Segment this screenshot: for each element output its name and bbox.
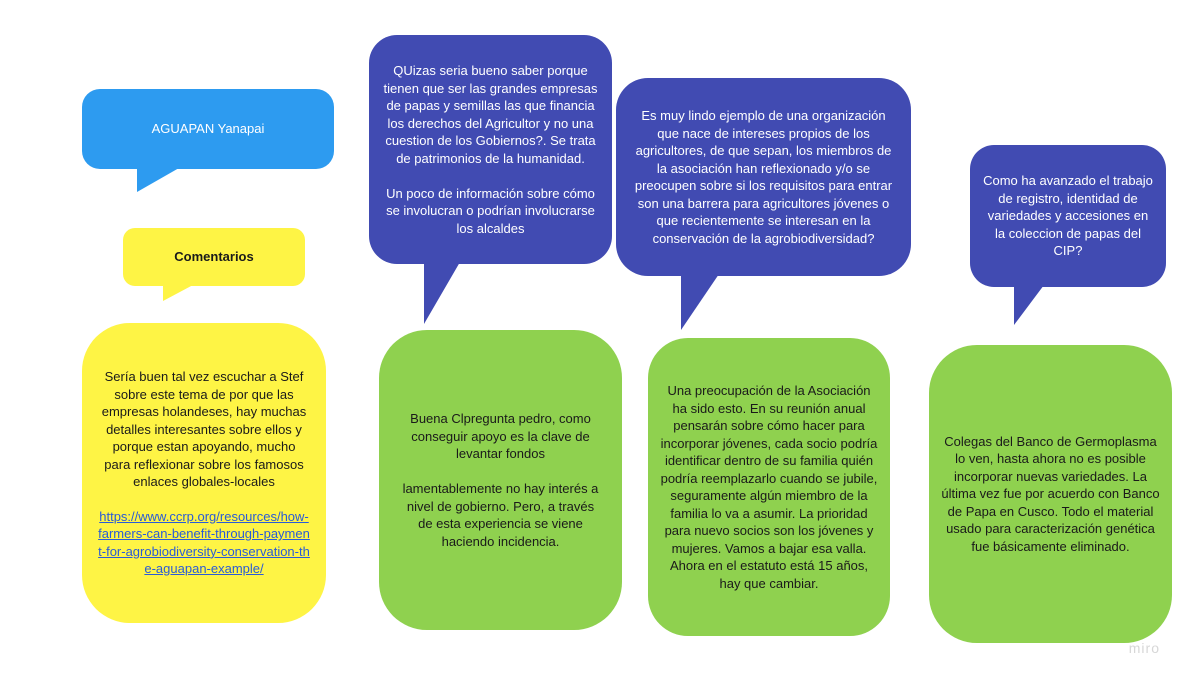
comments-title-bubble-tail — [163, 285, 193, 301]
org-name-bubble[interactable] — [82, 89, 334, 169]
question-text-3: Como ha avanzado el trabajo de registro, identidad de variedades y accesiones en la coleccion de papas del CIP? — [983, 173, 1153, 259]
comments-title-label: Comentarios — [174, 249, 254, 265]
comment-link[interactable]: https://www.ccrp.org/resources/how-farmers-can-benefit-through-payment-for-agrobiodiversity-conservation-the-aguapan-example/ — [98, 508, 310, 577]
answer-sticky-2[interactable] — [648, 338, 890, 636]
miro-watermark: miro — [1128, 640, 1160, 656]
answer-text-2: Una preocupación de la Asociación ha sido esto. En su reunión anual pensarán sobre cómo hacer para incorporar jóvenes, cada socio podría identificar dentro de su familia quién podría reemplazarlo cuando se jubile, seguramente algún miembro de la familia lo va a asumir. La prioridad para nuevo socios son los jóvenes y mujeres. Vamos a bajar esa valla. Ahora en el estatuto está 15 años, hay que cambiar. — [660, 383, 878, 591]
question-bubble-1[interactable] — [369, 35, 612, 264]
question-bubble-1-tail — [424, 262, 460, 324]
comment-text: Sería buen tal vez escuchar a Stef sobre este tema de por que las empresas holandeses, hay muchas detalles interesantes sobre ellos y porque estan apoyando, mucho para reflexionar sobre los famosos enlaces globales-locales — [101, 369, 307, 490]
comment-sticky[interactable] — [82, 323, 326, 623]
answer-text-1: Buena Clpregunta pedro, como conseguir apoyo es la clave de levantar fondos lamentablemente no hay interés a nivel de gobierno. Pero, a través de esta experiencia se viene haciendo incidencia. — [402, 411, 599, 549]
question-bubble-2-tail — [681, 274, 719, 330]
question-bubble-3[interactable] — [970, 145, 1166, 287]
question-text-2: Es muy lindo ejemplo de una organización que nace de intereses propios de los agricultores, de que sepan, los miembros de la asociación han reflexionado y/o se preocupen sobre si los requisitos para entrar son una barrera para agricultores jóvenes o que recientemente se interesan en la conservación de la agrobiodiversidad? — [634, 108, 893, 246]
comments-title-bubble[interactable] — [123, 228, 305, 286]
org-name-label: AGUAPAN Yanapai — [151, 121, 265, 137]
answer-sticky-3[interactable] — [929, 345, 1172, 643]
org-name-bubble-tail — [137, 168, 179, 192]
question-text-1: QUizas seria bueno saber porque tienen que ser las grandes empresas de papas y semillas las que financia los derechos del Agricultor y no una cuestion de los Gobiernos?. Se trata de patrimonios de la humanidad. Un poco de información sobre cómo se involucran o podrían involucrarse los alcaldes — [383, 63, 598, 236]
answer-sticky-1[interactable] — [379, 330, 622, 630]
answer-text-3: Colegas del Banco de Germoplasma lo ven, hasta ahora no es posible incorporar nuevas variedades. La última vez fue por acuerdo con Banco de Papa en Cusco. Todo el material usado para caracterización genética fue básicamente eliminado. — [941, 433, 1160, 554]
question-bubble-3-tail — [1014, 285, 1044, 325]
question-bubble-2[interactable] — [616, 78, 911, 276]
